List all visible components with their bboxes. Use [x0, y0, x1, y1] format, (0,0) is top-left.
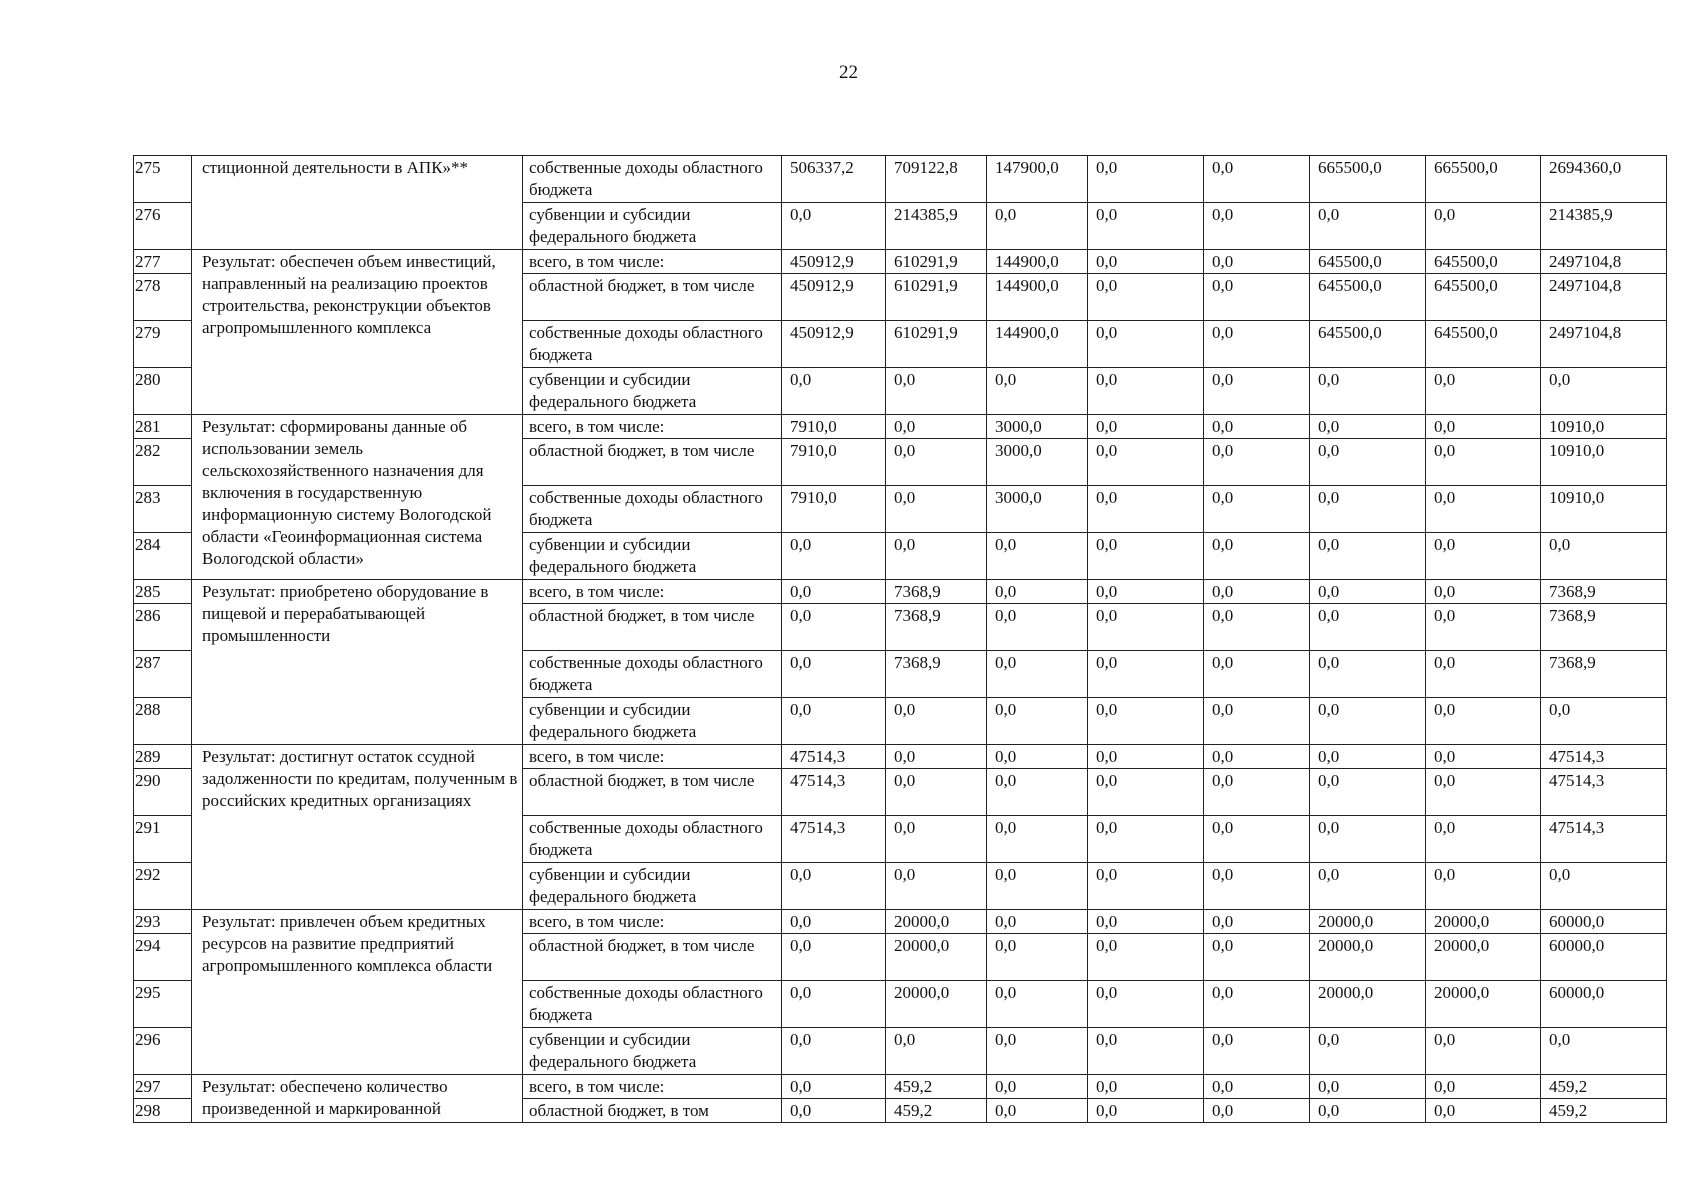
amount-cell: 610291,9 — [886, 274, 987, 321]
amount-cell: 0,0 — [1310, 1028, 1426, 1075]
amount-cell: 0,0 — [1310, 769, 1426, 816]
row-number: 291 — [134, 816, 192, 863]
amount-cell: 0,0 — [782, 533, 886, 580]
funding-source: областной бюджет, в том числе — [523, 934, 782, 981]
amount-cell: 0,0 — [1204, 486, 1310, 533]
amount-cell: 47514,3 — [782, 816, 886, 863]
amount-cell: 0,0 — [1426, 863, 1541, 910]
amount-cell: 0,0 — [1541, 533, 1667, 580]
amount-cell: 47514,3 — [1541, 745, 1667, 769]
funding-source: всего, в том числе: — [523, 250, 782, 274]
amount-cell: 0,0 — [1204, 321, 1310, 368]
amount-cell: 0,0 — [987, 1099, 1088, 1123]
amount-cell: 0,0 — [1426, 745, 1541, 769]
funding-source: всего, в том числе: — [523, 580, 782, 604]
amount-cell: 0,0 — [1088, 651, 1204, 698]
amount-cell: 0,0 — [1426, 203, 1541, 250]
amount-cell: 0,0 — [987, 745, 1088, 769]
amount-cell: 0,0 — [1204, 769, 1310, 816]
amount-cell: 0,0 — [987, 533, 1088, 580]
amount-cell: 0,0 — [1310, 368, 1426, 415]
row-number: 281 — [134, 415, 192, 439]
amount-cell: 0,0 — [1426, 1099, 1541, 1123]
amount-cell: 0,0 — [782, 1075, 886, 1099]
amount-cell: 20000,0 — [1426, 910, 1541, 934]
amount-cell: 0,0 — [1204, 439, 1310, 486]
amount-cell: 0,0 — [1088, 274, 1204, 321]
amount-cell: 0,0 — [1204, 934, 1310, 981]
amount-cell: 20000,0 — [1310, 910, 1426, 934]
amount-cell: 0,0 — [782, 1028, 886, 1075]
amount-cell: 0,0 — [1426, 415, 1541, 439]
amount-cell: 7910,0 — [782, 415, 886, 439]
amount-cell: 0,0 — [1541, 1028, 1667, 1075]
amount-cell: 0,0 — [1310, 863, 1426, 910]
amount-cell: 0,0 — [1426, 604, 1541, 651]
amount-cell: 0,0 — [886, 816, 987, 863]
amount-cell: 0,0 — [886, 486, 987, 533]
amount-cell: 60000,0 — [1541, 981, 1667, 1028]
amount-cell: 0,0 — [1426, 439, 1541, 486]
amount-cell: 0,0 — [1204, 415, 1310, 439]
funding-source: собственные доходы областного бюджета — [523, 981, 782, 1028]
amount-cell: 0,0 — [987, 698, 1088, 745]
amount-cell: 0,0 — [1088, 910, 1204, 934]
amount-cell: 0,0 — [1310, 533, 1426, 580]
amount-cell: 0,0 — [782, 863, 886, 910]
funding-source: областной бюджет, в том числе — [523, 604, 782, 651]
amount-cell: 7368,9 — [886, 604, 987, 651]
amount-cell: 0,0 — [1204, 580, 1310, 604]
amount-cell: 0,0 — [1204, 533, 1310, 580]
funding-source: всего, в том числе: — [523, 910, 782, 934]
amount-cell: 0,0 — [1310, 1099, 1426, 1123]
amount-cell: 0,0 — [886, 745, 987, 769]
funding-source: областной бюджет, в том числе — [523, 439, 782, 486]
row-number: 285 — [134, 580, 192, 604]
amount-cell: 0,0 — [1204, 910, 1310, 934]
row-number: 297 — [134, 1075, 192, 1099]
amount-cell: 665500,0 — [1310, 156, 1426, 203]
amount-cell: 0,0 — [1426, 580, 1541, 604]
amount-cell: 0,0 — [782, 1099, 886, 1123]
table-row — [134, 745, 1667, 769]
amount-cell: 0,0 — [987, 816, 1088, 863]
amount-cell: 0,0 — [782, 910, 886, 934]
amount-cell: 0,0 — [987, 368, 1088, 415]
funding-source: всего, в том числе: — [523, 745, 782, 769]
amount-cell: 214385,9 — [886, 203, 987, 250]
amount-cell: 0,0 — [1088, 981, 1204, 1028]
amount-cell: 214385,9 — [1541, 203, 1667, 250]
amount-cell: 0,0 — [1204, 651, 1310, 698]
amount-cell: 459,2 — [886, 1099, 987, 1123]
table-row — [134, 415, 1667, 439]
amount-cell: 0,0 — [1204, 203, 1310, 250]
amount-cell: 0,0 — [1088, 533, 1204, 580]
amount-cell: 0,0 — [1088, 580, 1204, 604]
amount-cell: 144900,0 — [987, 274, 1088, 321]
amount-cell: 144900,0 — [987, 250, 1088, 274]
amount-cell: 459,2 — [1541, 1075, 1667, 1099]
amount-cell: 7368,9 — [1541, 651, 1667, 698]
amount-cell: 0,0 — [1088, 1075, 1204, 1099]
amount-cell: 0,0 — [1088, 439, 1204, 486]
amount-cell: 0,0 — [987, 604, 1088, 651]
funding-source: субвенции и субсидии федерального бюджета — [523, 698, 782, 745]
amount-cell: 0,0 — [1088, 816, 1204, 863]
row-number: 296 — [134, 1028, 192, 1075]
row-number: 276 — [134, 203, 192, 250]
amount-cell: 506337,2 — [782, 156, 886, 203]
amount-cell: 147900,0 — [987, 156, 1088, 203]
amount-cell: 10910,0 — [1541, 439, 1667, 486]
amount-cell: 0,0 — [1088, 156, 1204, 203]
amount-cell: 0,0 — [1310, 604, 1426, 651]
amount-cell: 0,0 — [1426, 533, 1541, 580]
amount-cell: 0,0 — [782, 604, 886, 651]
amount-cell: 0,0 — [782, 580, 886, 604]
amount-cell: 20000,0 — [886, 910, 987, 934]
amount-cell: 0,0 — [987, 651, 1088, 698]
amount-cell: 0,0 — [782, 203, 886, 250]
funding-source: субвенции и субсидии федерального бюджета — [523, 368, 782, 415]
funding-source: субвенции и субсидии федерального бюджета — [523, 203, 782, 250]
amount-cell: 0,0 — [1204, 604, 1310, 651]
amount-cell: 0,0 — [1310, 439, 1426, 486]
amount-cell: 0,0 — [782, 934, 886, 981]
amount-cell: 0,0 — [987, 981, 1088, 1028]
amount-cell: 0,0 — [1310, 816, 1426, 863]
amount-cell: 20000,0 — [1310, 981, 1426, 1028]
amount-cell: 0,0 — [886, 368, 987, 415]
amount-cell: 610291,9 — [886, 250, 987, 274]
amount-cell: 7910,0 — [782, 439, 886, 486]
amount-cell: 0,0 — [1204, 250, 1310, 274]
row-number: 277 — [134, 250, 192, 274]
result-description: Результат: приобретено оборудование в пищевой и перерабатывающей промышленности — [192, 580, 523, 745]
amount-cell: 20000,0 — [886, 934, 987, 981]
amount-cell: 0,0 — [1088, 769, 1204, 816]
amount-cell: 450912,9 — [782, 321, 886, 368]
amount-cell: 459,2 — [886, 1075, 987, 1099]
amount-cell: 0,0 — [987, 1028, 1088, 1075]
funding-source: областной бюджет, в том числе — [523, 274, 782, 321]
amount-cell: 0,0 — [1310, 698, 1426, 745]
amount-cell: 47514,3 — [1541, 816, 1667, 863]
row-number: 286 — [134, 604, 192, 651]
amount-cell: 0,0 — [1541, 863, 1667, 910]
amount-cell: 3000,0 — [987, 439, 1088, 486]
amount-cell: 645500,0 — [1310, 250, 1426, 274]
amount-cell: 0,0 — [1310, 415, 1426, 439]
amount-cell: 0,0 — [886, 863, 987, 910]
amount-cell: 7910,0 — [782, 486, 886, 533]
amount-cell: 0,0 — [987, 580, 1088, 604]
amount-cell: 450912,9 — [782, 274, 886, 321]
row-number: 282 — [134, 439, 192, 486]
amount-cell: 0,0 — [1088, 863, 1204, 910]
amount-cell: 0,0 — [782, 698, 886, 745]
amount-cell: 0,0 — [1310, 203, 1426, 250]
amount-cell: 0,0 — [987, 910, 1088, 934]
amount-cell: 0,0 — [1088, 415, 1204, 439]
amount-cell: 645500,0 — [1310, 321, 1426, 368]
row-number: 289 — [134, 745, 192, 769]
row-number: 279 — [134, 321, 192, 368]
amount-cell: 0,0 — [782, 368, 886, 415]
result-description: Результат: обеспечено количество произведенной и маркированной — [192, 1075, 523, 1123]
amount-cell: 645500,0 — [1310, 274, 1426, 321]
amount-cell: 0,0 — [1204, 981, 1310, 1028]
amount-cell: 0,0 — [1541, 698, 1667, 745]
row-number: 298 — [134, 1099, 192, 1123]
amount-cell: 0,0 — [1088, 1099, 1204, 1123]
amount-cell: 0,0 — [1088, 486, 1204, 533]
amount-cell: 7368,9 — [886, 580, 987, 604]
amount-cell: 0,0 — [1310, 1075, 1426, 1099]
table-body — [134, 156, 1667, 1123]
amount-cell: 0,0 — [1204, 863, 1310, 910]
amount-cell: 0,0 — [1426, 1028, 1541, 1075]
amount-cell: 10910,0 — [1541, 486, 1667, 533]
amount-cell: 0,0 — [987, 863, 1088, 910]
funding-source: собственные доходы областного бюджета — [523, 156, 782, 203]
amount-cell: 665500,0 — [1426, 156, 1541, 203]
amount-cell: 709122,8 — [886, 156, 987, 203]
row-number: 280 — [134, 368, 192, 415]
row-number: 284 — [134, 533, 192, 580]
funding-source: всего, в том числе: — [523, 1075, 782, 1099]
amount-cell: 0,0 — [1426, 486, 1541, 533]
table-row — [134, 250, 1667, 274]
funding-source: собственные доходы областного бюджета — [523, 816, 782, 863]
amount-cell: 0,0 — [782, 981, 886, 1028]
row-number: 288 — [134, 698, 192, 745]
amount-cell: 0,0 — [1426, 368, 1541, 415]
amount-cell: 0,0 — [886, 1028, 987, 1075]
amount-cell: 2694360,0 — [1541, 156, 1667, 203]
amount-cell: 144900,0 — [987, 321, 1088, 368]
amount-cell: 0,0 — [1088, 368, 1204, 415]
amount-cell: 0,0 — [1088, 203, 1204, 250]
amount-cell: 20000,0 — [1310, 934, 1426, 981]
table-row — [134, 910, 1667, 934]
row-number: 287 — [134, 651, 192, 698]
amount-cell: 0,0 — [1088, 604, 1204, 651]
amount-cell: 20000,0 — [886, 981, 987, 1028]
result-description: Результат: обеспечен объем инвестиций, направленный на реализацию проектов строительства, реконструкции объектов агропромышленного комплекса — [192, 250, 523, 415]
amount-cell: 0,0 — [987, 769, 1088, 816]
amount-cell: 0,0 — [886, 415, 987, 439]
amount-cell: 0,0 — [1426, 769, 1541, 816]
amount-cell: 2497104,8 — [1541, 321, 1667, 368]
amount-cell: 0,0 — [886, 439, 987, 486]
funding-source: собственные доходы областного бюджета — [523, 486, 782, 533]
amount-cell: 645500,0 — [1426, 321, 1541, 368]
row-number: 294 — [134, 934, 192, 981]
funding-source: субвенции и субсидии федерального бюджета — [523, 863, 782, 910]
amount-cell: 2497104,8 — [1541, 250, 1667, 274]
result-description: Результат: достигнут остаток ссудной задолженности по кредитам, полученным в российских кредитных организациях — [192, 745, 523, 910]
amount-cell: 0,0 — [987, 934, 1088, 981]
amount-cell: 450912,9 — [782, 250, 886, 274]
result-description: стиционной деятельности в АПК»** — [192, 156, 523, 250]
amount-cell: 0,0 — [1088, 321, 1204, 368]
amount-cell: 0,0 — [1310, 580, 1426, 604]
amount-cell: 0,0 — [987, 1075, 1088, 1099]
row-number: 275 — [134, 156, 192, 203]
amount-cell: 0,0 — [1088, 1028, 1204, 1075]
funding-source: областной бюджет, в том — [523, 1099, 782, 1123]
amount-cell: 3000,0 — [987, 486, 1088, 533]
amount-cell: 7368,9 — [886, 651, 987, 698]
table-row — [134, 1075, 1667, 1099]
amount-cell: 0,0 — [1088, 745, 1204, 769]
amount-cell: 0,0 — [1204, 156, 1310, 203]
amount-cell: 60000,0 — [1541, 934, 1667, 981]
funding-source: областной бюджет, в том числе — [523, 769, 782, 816]
row-number: 292 — [134, 863, 192, 910]
row-number: 293 — [134, 910, 192, 934]
amount-cell: 0,0 — [1310, 745, 1426, 769]
amount-cell: 0,0 — [1204, 1075, 1310, 1099]
amount-cell: 0,0 — [1088, 934, 1204, 981]
funding-source: собственные доходы областного бюджета — [523, 651, 782, 698]
budget-table — [133, 155, 1667, 1123]
amount-cell: 20000,0 — [1426, 981, 1541, 1028]
result-description: Результат: привлечен объем кредитных ресурсов на развитие предприятий агропромышленного комплекса области — [192, 910, 523, 1075]
amount-cell: 10910,0 — [1541, 415, 1667, 439]
amount-cell: 0,0 — [1088, 698, 1204, 745]
row-number: 290 — [134, 769, 192, 816]
amount-cell: 610291,9 — [886, 321, 987, 368]
amount-cell: 0,0 — [1204, 745, 1310, 769]
amount-cell: 0,0 — [1426, 698, 1541, 745]
amount-cell: 47514,3 — [1541, 769, 1667, 816]
row-number: 283 — [134, 486, 192, 533]
amount-cell: 0,0 — [1204, 698, 1310, 745]
amount-cell: 20000,0 — [1426, 934, 1541, 981]
amount-cell: 0,0 — [1310, 651, 1426, 698]
table-row — [134, 156, 1667, 203]
amount-cell: 7368,9 — [1541, 580, 1667, 604]
amount-cell: 645500,0 — [1426, 274, 1541, 321]
result-description: Результат: сформированы данные об использовании земель сельскохозяйственного назначения для включения в государственную информационную систему Вологодской области «Геоинформационная система Вологодской области» — [192, 415, 523, 580]
amount-cell: 0,0 — [1426, 1075, 1541, 1099]
amount-cell: 0,0 — [1426, 816, 1541, 863]
amount-cell: 0,0 — [1426, 651, 1541, 698]
amount-cell: 0,0 — [1204, 816, 1310, 863]
amount-cell: 0,0 — [886, 769, 987, 816]
funding-source: всего, в том числе: — [523, 415, 782, 439]
amount-cell: 0,0 — [1088, 250, 1204, 274]
amount-cell: 47514,3 — [782, 769, 886, 816]
row-number: 278 — [134, 274, 192, 321]
funding-source: собственные доходы областного бюджета — [523, 321, 782, 368]
amount-cell: 0,0 — [987, 203, 1088, 250]
amount-cell: 7368,9 — [1541, 604, 1667, 651]
amount-cell: 0,0 — [1204, 1099, 1310, 1123]
page-number: 22 — [839, 62, 858, 83]
row-number: 295 — [134, 981, 192, 1028]
amount-cell: 0,0 — [1204, 1028, 1310, 1075]
amount-cell: 2497104,8 — [1541, 274, 1667, 321]
amount-cell: 0,0 — [886, 533, 987, 580]
amount-cell: 47514,3 — [782, 745, 886, 769]
amount-cell: 0,0 — [782, 651, 886, 698]
amount-cell: 3000,0 — [987, 415, 1088, 439]
amount-cell: 0,0 — [1204, 274, 1310, 321]
amount-cell: 0,0 — [886, 698, 987, 745]
amount-cell: 0,0 — [1204, 368, 1310, 415]
table-row — [134, 580, 1667, 604]
amount-cell: 459,2 — [1541, 1099, 1667, 1123]
amount-cell: 0,0 — [1541, 368, 1667, 415]
funding-source: субвенции и субсидии федерального бюджета — [523, 533, 782, 580]
amount-cell: 0,0 — [1310, 486, 1426, 533]
amount-cell: 60000,0 — [1541, 910, 1667, 934]
funding-source: субвенции и субсидии федерального бюджета — [523, 1028, 782, 1075]
amount-cell: 645500,0 — [1426, 250, 1541, 274]
